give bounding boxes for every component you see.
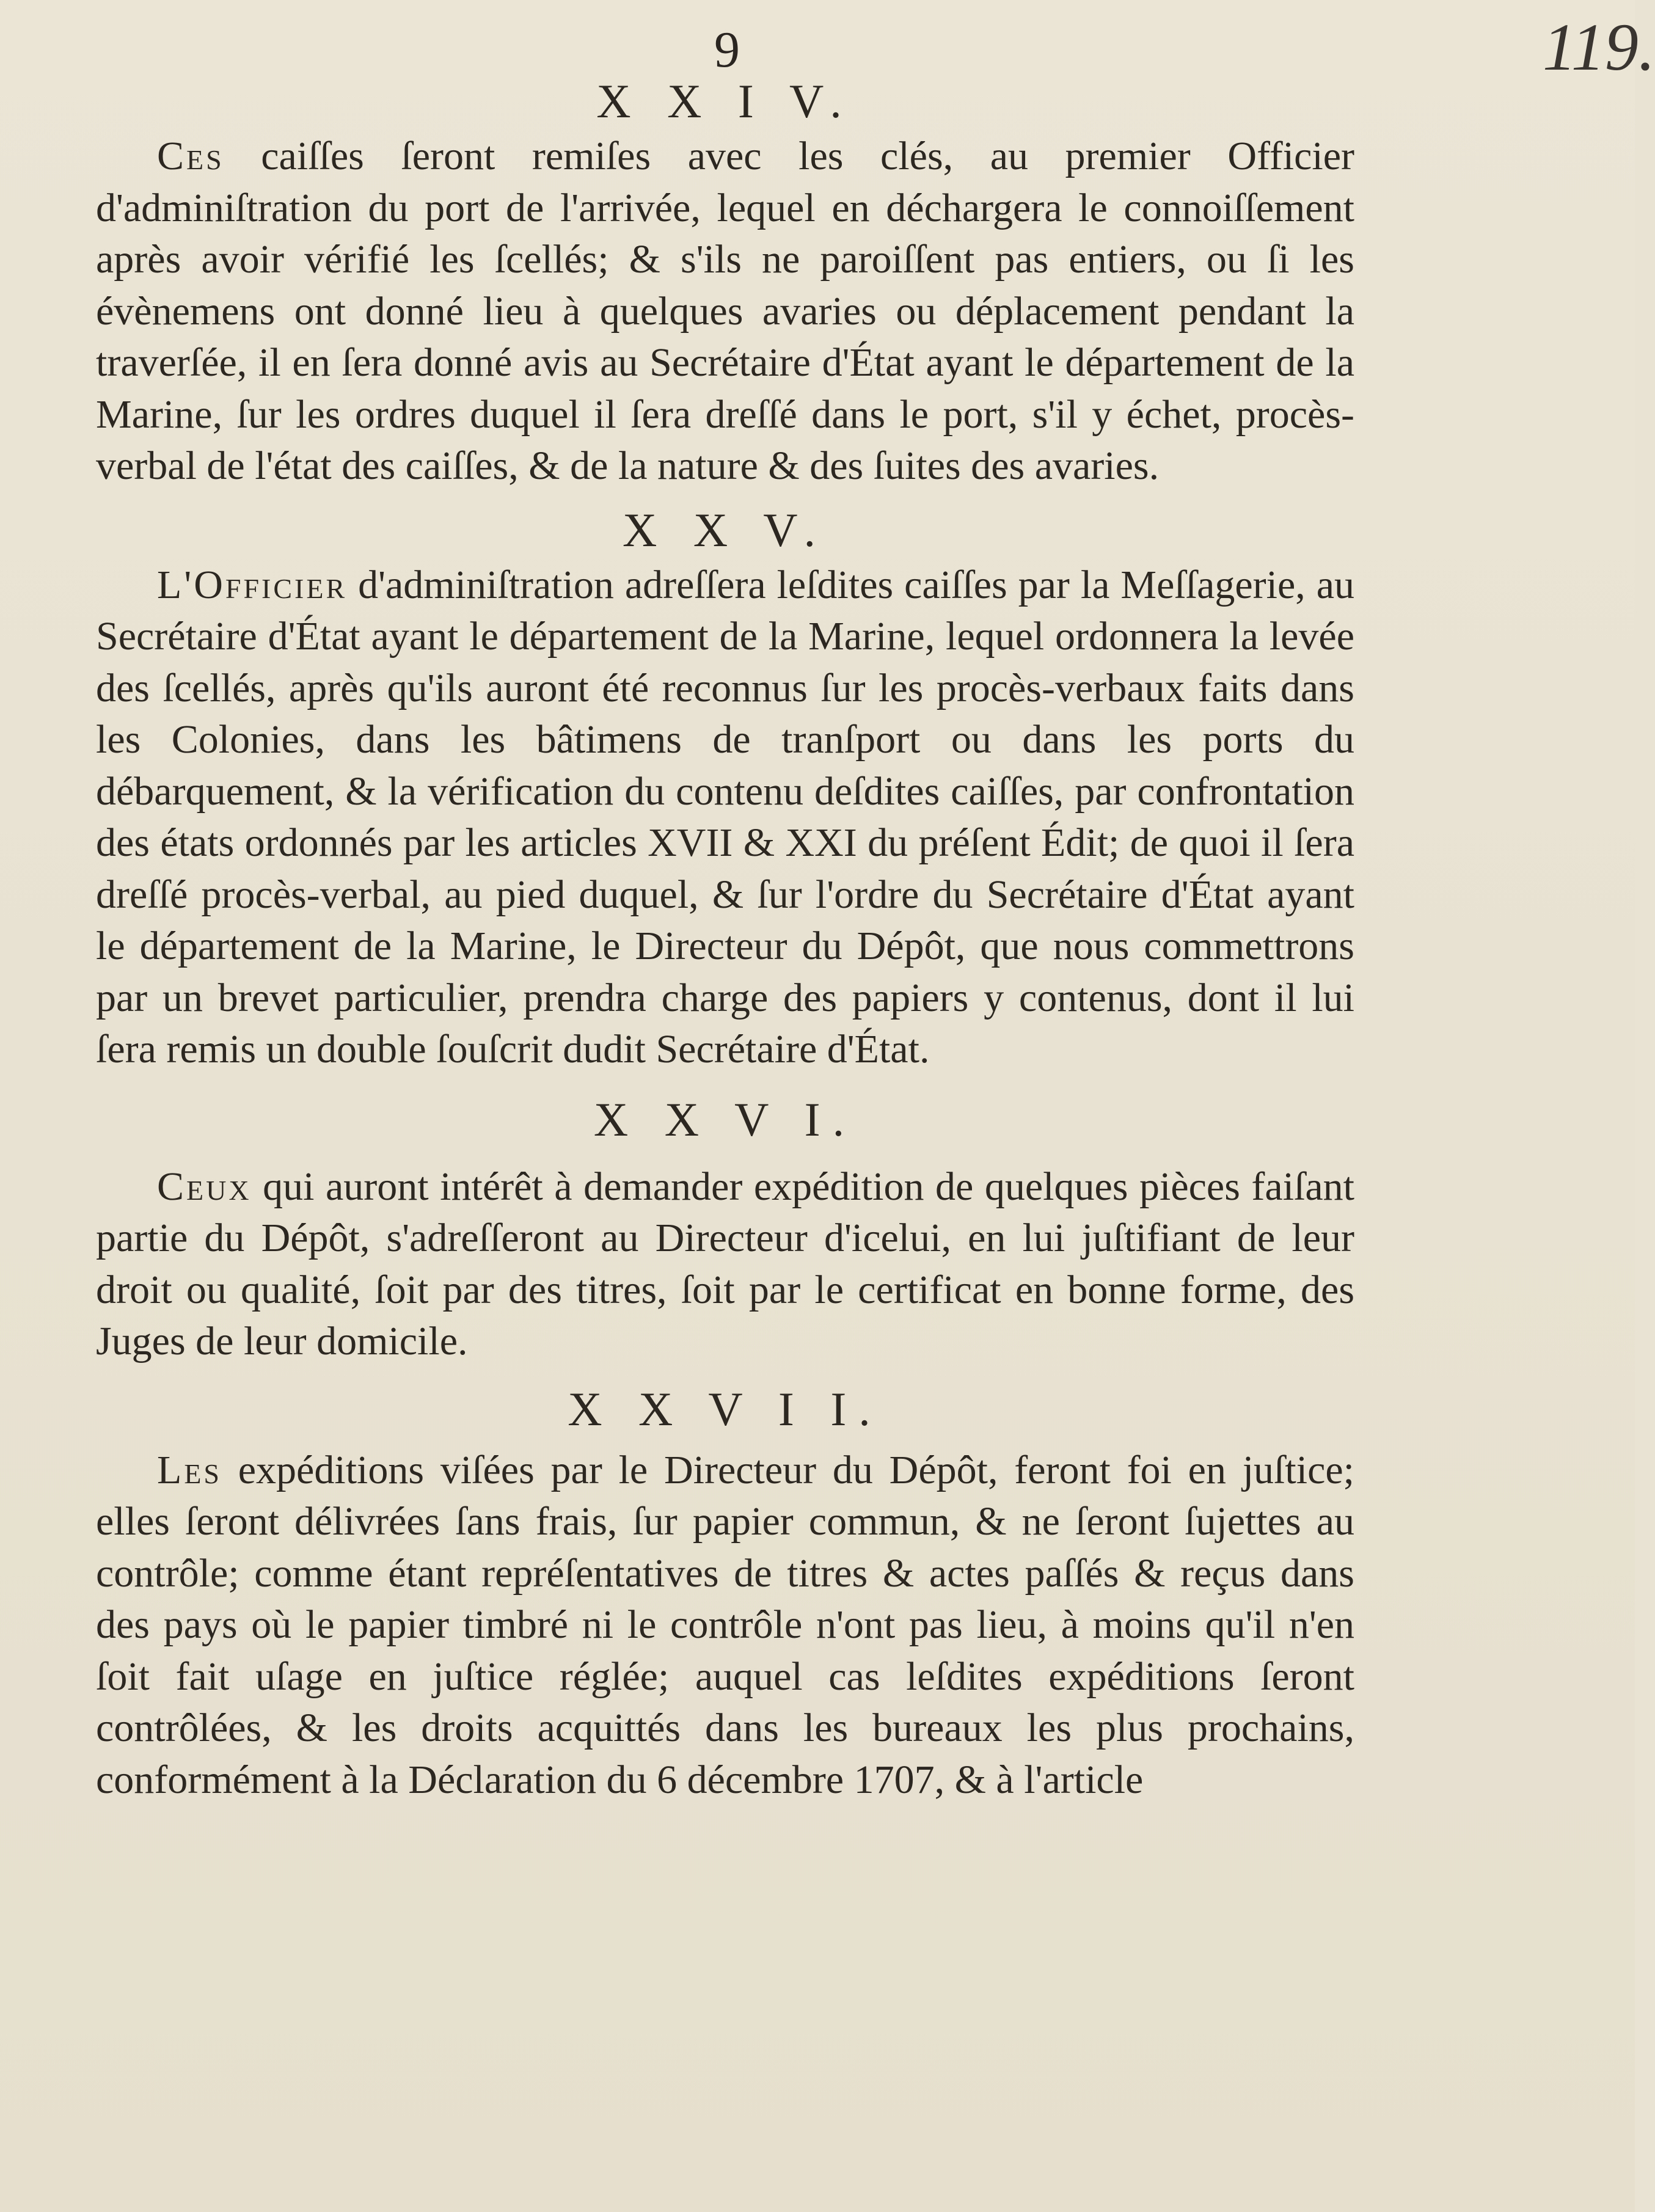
- article-body: d'adminiſtration adreſſera leſdites caiſſes par la Meſſagerie, au Secrétaire d'État ayant le département de la Marine, lequel ordonnera la levée des ſcellés, après qu'ils auront été reconnus ſur les procès-verbaux faits dans les Colonies, dans les bâtimens de tranſport ou dans les ports du débarquement, & la vérification du contenu deſdites caiſſes, par confrontation des états ordonnés par les articles XVII & XXI du préſent Édit; de quoi il ſera dreſſé procès-verbal, au pied duquel, & ſur l'ordre du Secrétaire d'État ayant le département de la Marine, le Directeur du Dépôt, que nous commettrons par un brevet particulier, prendra charge des papiers y contenus, dont il lui ſera remis un double ſouſcrit dudit Secrétaire d'État.: [96, 562, 1354, 1071]
- page-body: [96, 72, 1354, 1806]
- article-lead-word: Les: [157, 1447, 222, 1492]
- page-number: 9: [714, 21, 740, 78]
- article-text-xxvii: [96, 1445, 1354, 1806]
- article-body: caiſſes ſeront remiſes avec les clés, au premier Officier d'adminiſtration du port de l'arrivée, lequel en déchargera le connoiſſement après avoir vérifié les ſcellés; & s'ils ne paroiſſent pas entiers, ou ſi les évènemens ont donné lieu à quelques avaries ou déplacement pendant la traverſée, il en ſera donné avis au Secrétaire d'État ayant le département de la Marine, ſur les ordres duquel il ſera dreſſé dans le port, s'il y échet, procès-verbal de l'état des caiſſes, & de la nature & des ſuites des avaries.: [96, 134, 1354, 488]
- article-heading-xxvii: X X V I I.: [568, 1382, 883, 1436]
- article-text-xxvi: [96, 1161, 1354, 1368]
- article-heading-xxvi: X X V I.: [593, 1092, 857, 1146]
- article-lead-word: L'Officier: [157, 562, 348, 607]
- handwritten-folio-number: 119.: [1543, 10, 1655, 84]
- article-text-xxv: [96, 560, 1354, 1076]
- article-body: expéditions viſées par le Directeur du Dépôt, feront foi en juſtice; elles ſeront délivrées ſans frais, ſur papier commun, & ne ſeront ſujettes au contrôle; comme étant repréſentatives de titres & actes paſſés & reçus dans des pays où le papier timbré ni le contrôle n'ont pas lieu, à moins qu'il n'en ſoit fait uſage en juſtice réglée; auquel cas leſdites expéditions ſeront contrôlées, & les droits acquittés dans les bureaux les plus prochains, conformément à la Déclaration du 6 décembre 1707, & à l'article: [96, 1447, 1354, 1802]
- article-lead-word: Ces: [157, 134, 224, 178]
- article-body: qui auront intérêt à demander expédition de quelques pièces faiſant partie du Dépôt, s'adreſſeront au Directeur d'icelui, en lui juſtifiant de leur droit ou qualité, ſoit par des titres, ſoit par le certificat en bonne forme, des Juges de leur domicile.: [96, 1164, 1355, 1363]
- article-text-xxiv: [96, 131, 1354, 492]
- article-heading-xxiv: X X I V.: [596, 75, 854, 128]
- article-lead-word: Ceux: [157, 1164, 252, 1209]
- article-heading-xxv: X X V.: [622, 503, 828, 557]
